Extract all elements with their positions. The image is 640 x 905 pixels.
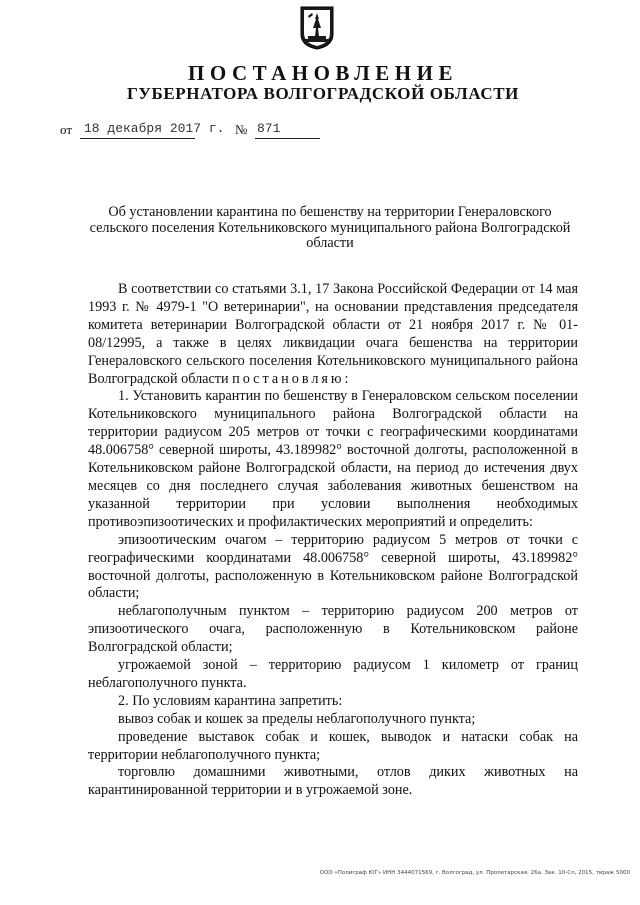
date-label: от	[60, 122, 73, 137]
document-type-heading: ПОСТАНОВЛЕНИЕ	[188, 61, 458, 85]
print-code: ООО «Полиграф ЮГ» ИНН 3444071569, г. Волгоград, ул. Пролетарская, 26а. Зак. 10-Сп, 2015, тираж 5000	[319, 870, 630, 876]
document-title: Об установлении карантина по бешенству на территории Генераловского сельского поселения Котельниковского муниципального района Волгоградской области	[89, 204, 571, 252]
document-meta-line	[60, 120, 360, 140]
date-value: 18 декабря 2017 г.	[84, 121, 225, 136]
number-underline	[255, 138, 320, 139]
preamble-text: В соответствии со статьями 3.1, 17 Закона Российской Федерации от 14 мая 1993 г. № 4979-1 "О ветеринарии", на основании представления председателя комитета ветеринарии Волгоградской области от 21 ноября 2017 г. № 01-08/12995, а также в целях ликвидации очага бешенства на территории Генераловского сельского поселения Котельниковского муниципального района Волгоградской области	[88, 281, 578, 387]
issuer-heading: ГУБЕРНАТОРА ВОЛГОГРАДСКОЙ ОБЛАСТИ	[127, 84, 519, 103]
body-paragraph: торговлю домашними животными, отлов диких животных на карантинированной территории и в угрожаемой зоне.	[88, 764, 578, 799]
body-paragraph: проведение выставок собак и кошек, выводок и натаски собак на территории неблагополучного пункта;	[88, 728, 578, 763]
body-paragraph: неблагополучным пунктом – территорию радиусом 200 метров от эпизоотического очага, расположенную в Котельниковском районе Волгоградской области;	[88, 603, 578, 656]
number-value: 871	[257, 121, 281, 136]
coat-of-arms-icon	[300, 6, 334, 50]
body-paragraph: угрожаемой зоной – территорию радиусом 1 километр от границ неблагополучного пункта.	[88, 657, 578, 691]
body-paragraph: 2. По условиям карантина запретить:	[118, 692, 343, 709]
body-paragraph: эпизоотическим очагом – территорию радиусом 5 метров от точки с географическими координатами 48.006758° северной широты, 43.189982° восточной долготы, расположенную в Котельниковском районе Волгоградской области;	[88, 531, 578, 602]
body-paragraph: вывоз собак и кошек за пределы неблагополучного пункта;	[118, 710, 476, 727]
date-underline	[80, 138, 195, 139]
document-body	[88, 281, 578, 800]
body-paragraph: 1. Установить карантин по бешенству в Генераловском сельском поселении Котельниковского муниципального района Волгоградской области на территории радиусом 205 метров от точки с географическими координатами 48.006758° северной широты, 43.189982° восточной долготы, расположенной в Котельниковском районе Волгоградской области, на период до истечения двух месяцев со дня последнего случая заболевания животных бешенством на указанной территории при условии выполнения необходимых противоэпизоотических и профилактических мероприятий и определить:	[88, 388, 578, 530]
number-label: №	[235, 122, 248, 137]
decree-word: постановляю:	[232, 370, 352, 387]
preamble-paragraph	[88, 281, 578, 388]
